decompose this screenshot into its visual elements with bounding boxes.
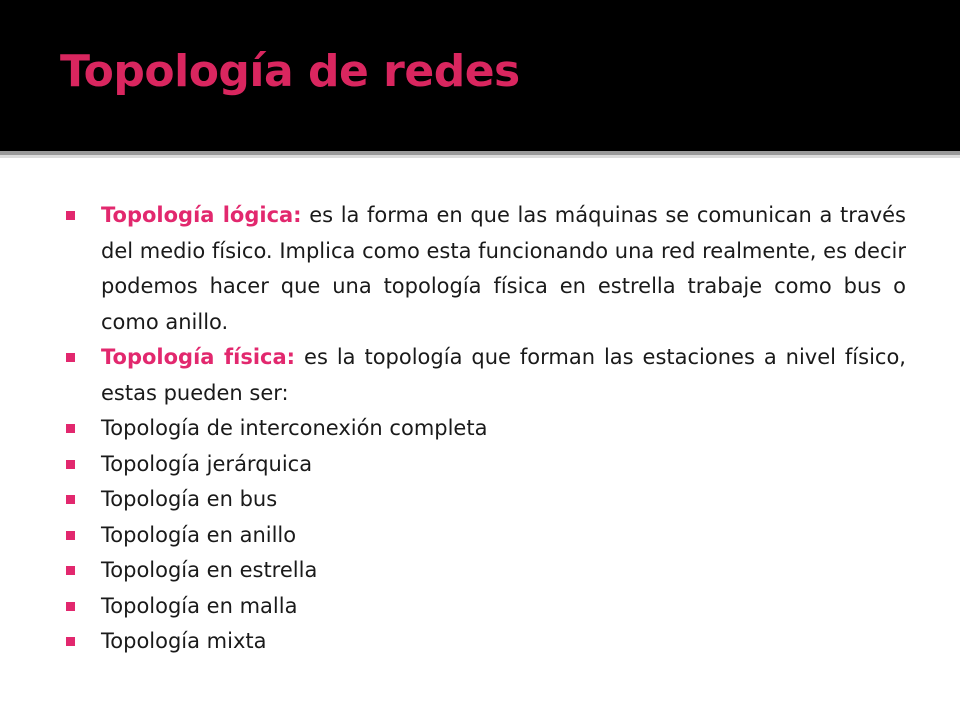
list-item	[60, 624, 906, 660]
item-text: Topología mixta	[101, 629, 267, 653]
item-text: es la forma en que las máquinas se comunican a través del medio físico. Implica como esta funcionando una red realmente, es decir podemos hacer que una topología física en estrella trabaje como bus o como anillo.	[101, 203, 906, 334]
list-item-logical-topology	[60, 198, 906, 340]
title-divider-light	[0, 155, 960, 158]
list-item	[60, 553, 906, 589]
item-text: es la topología que forman las estaciones a nivel físico, estas pueden ser:	[101, 345, 906, 405]
square-bullet-icon	[66, 602, 75, 611]
bullet-list	[60, 198, 906, 660]
square-bullet-icon	[66, 353, 75, 362]
item-text: Topología en estrella	[101, 558, 318, 582]
square-bullet-icon	[66, 637, 75, 646]
slide-title: Topología de redes	[60, 46, 520, 97]
list-item	[60, 447, 906, 483]
item-text: Topología en malla	[101, 593, 298, 618]
square-bullet-icon	[66, 424, 75, 433]
item-text: Topología jerárquica	[101, 451, 313, 476]
square-bullet-icon	[66, 495, 75, 504]
item-text: Topología de interconexión completa	[101, 416, 488, 440]
list-item-physical-topology	[60, 340, 906, 411]
term-label: Topología lógica:	[101, 203, 302, 227]
title-bar	[0, 0, 960, 151]
list-item	[60, 482, 906, 518]
item-text: Topología en anillo	[101, 522, 297, 547]
list-item	[60, 411, 906, 447]
square-bullet-icon	[66, 460, 75, 469]
list-item	[60, 518, 906, 554]
square-bullet-icon	[66, 531, 75, 540]
square-bullet-icon	[66, 566, 75, 575]
term-label: Topología física:	[101, 345, 296, 369]
list-item	[60, 589, 906, 625]
square-bullet-icon	[66, 211, 75, 220]
item-text: Topología en bus	[101, 487, 278, 511]
